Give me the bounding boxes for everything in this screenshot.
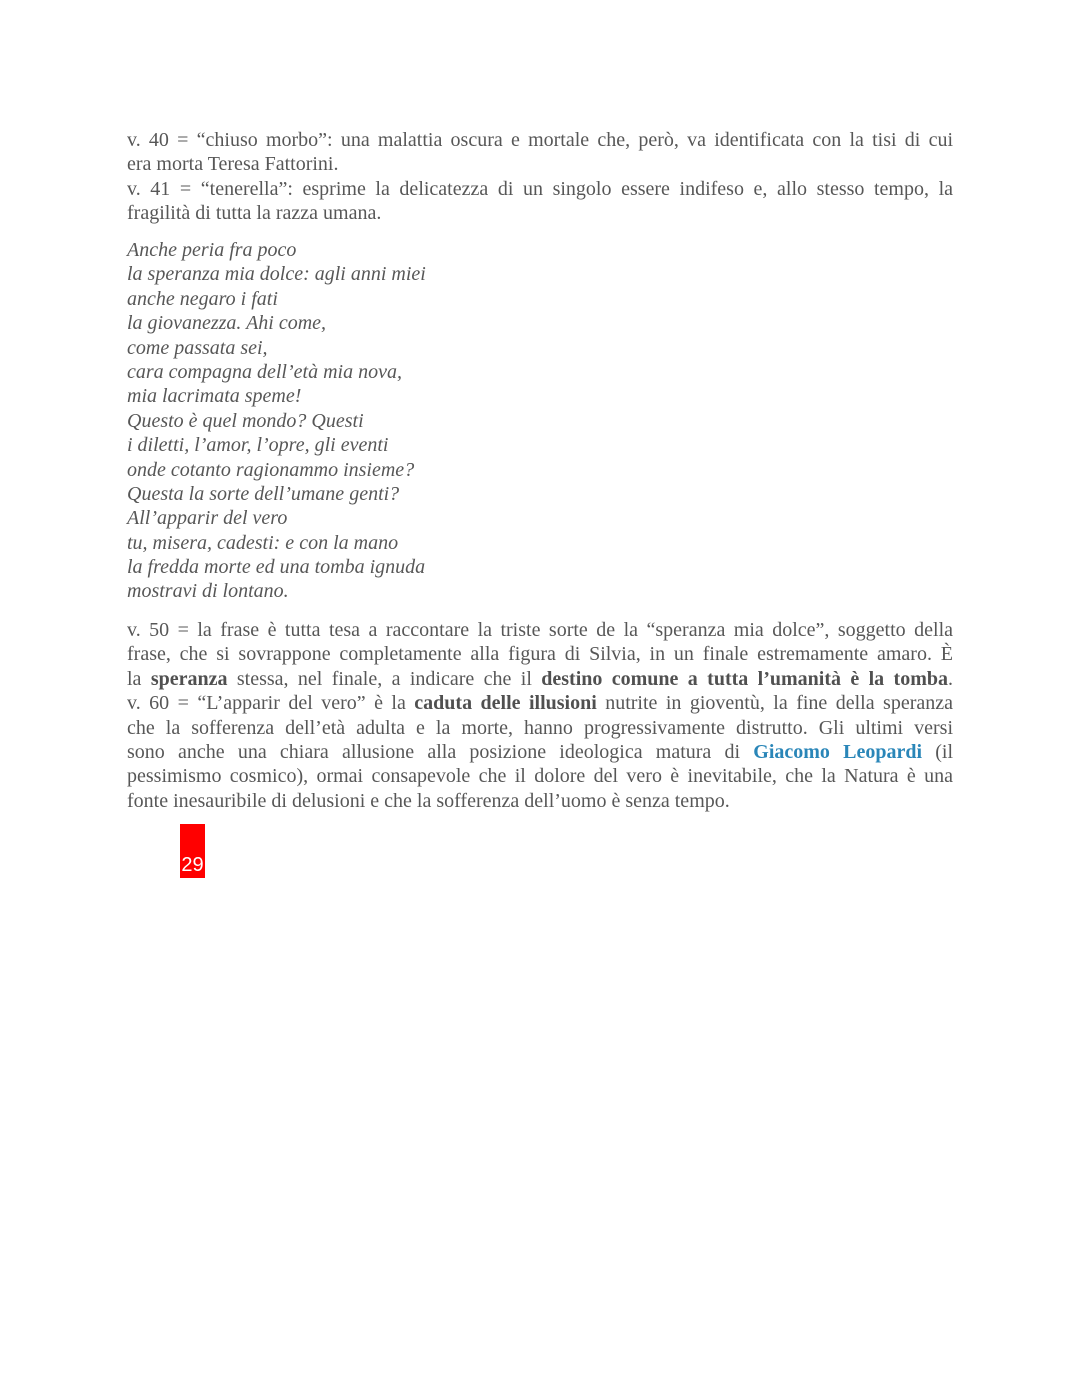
text-segment: v. 41 = “tenerella”: esprime la delicatezza di un singolo essere indifeso e, allo stesso tempo, la [127, 177, 953, 200]
poem-verse: mostravi di lontano. [127, 580, 289, 603]
poem-verse: Questa la sorte dell’umane genti? [127, 482, 400, 505]
page-number: 29 [181, 854, 204, 876]
bold-text: speranza [150, 667, 228, 690]
text-line [127, 642, 953, 666]
bold-text: caduta delle illusioni [414, 692, 597, 715]
poem-verse: come passata sei, [127, 336, 268, 359]
text-line [127, 764, 953, 788]
text-segment: era morta Teresa Fattorini. [127, 153, 339, 176]
text-line [127, 740, 953, 764]
page-number-badge [180, 824, 205, 878]
text-line [127, 618, 953, 642]
text-segment: la [127, 667, 151, 690]
text-line [127, 201, 953, 225]
poem-verse: Anche peria fra poco [127, 239, 297, 261]
poem-verse: onde cotanto ragionammo insieme? [127, 458, 415, 481]
text-segment: frase, che si sovrappone completamente alla figura di Silvia, in un finale estremamente amaro. È [127, 643, 953, 666]
text-segment: . [948, 667, 953, 690]
poem-verse: tu, misera, cadesti: e con la mano [127, 531, 399, 554]
author-link[interactable]: Giacomo Leopardi [753, 740, 923, 763]
text-segment: che la sofferenza dell’età adulta e la morte, hanno progressivamente distrutto. Gli ultimi versi [127, 716, 953, 739]
text-segment: v. 50 = la frase è tutta tesa a raccontare la triste sorte de la “speranza mia dolce”, soggetto della [127, 619, 953, 641]
verse-notes-50-60 [127, 618, 953, 813]
bold-text: destino comune a tutta l’umanità è la tomba [541, 667, 948, 690]
poem-verse: la fredda morte ed una tomba ignuda [127, 556, 426, 579]
text-line [127, 152, 953, 176]
poem-verse: anche negaro i fati [127, 287, 278, 310]
poem-verse: cara compagna dell’età mia nova, [127, 360, 402, 383]
text-line [127, 177, 953, 201]
text-segment: sono anche una chiara allusione alla posizione ideologica matura di [127, 740, 754, 763]
text-segment: nutrite in gioventù, la fine della speranza [596, 692, 953, 715]
poem-verse: All’apparir del vero [127, 507, 288, 530]
text-line [127, 716, 953, 740]
text-segment: stessa, nel finale, a indicare che il [227, 667, 542, 690]
poem-verse: mia lacrimata speme! [127, 385, 302, 408]
text-line [127, 789, 953, 813]
poem-verse: i diletti, l’amor, l’opre, gli eventi [127, 434, 389, 457]
text-segment: v. 60 = “L’apparir del vero” è la [127, 692, 415, 715]
text-line [127, 128, 953, 152]
poem-verse: la giovanezza. Ahi come, [127, 312, 327, 335]
text-segment: fragilità di tutta la razza umana. [127, 202, 382, 225]
text-segment: fonte inesauribile di delusioni e che la sofferenza dell’uomo è senza tempo. [127, 789, 730, 812]
text-segment: (il [922, 740, 954, 763]
verse-notes-40-41 [127, 128, 953, 226]
text-segment: pessimismo cosmico), ormai consapevole che il dolore del vero è inevitabile, che la Natura è una [127, 765, 953, 788]
poem-excerpt [127, 238, 953, 604]
text-line [127, 691, 953, 715]
text-segment: v. 40 = “chiuso morbo”: una malattia oscura e mortale che, però, va identificata con la tisi di cui [127, 129, 953, 151]
text-line [127, 667, 953, 691]
poem-verse: la speranza mia dolce: agli anni miei [127, 263, 426, 286]
poem-verse: Questo è quel mondo? Questi [127, 409, 364, 432]
